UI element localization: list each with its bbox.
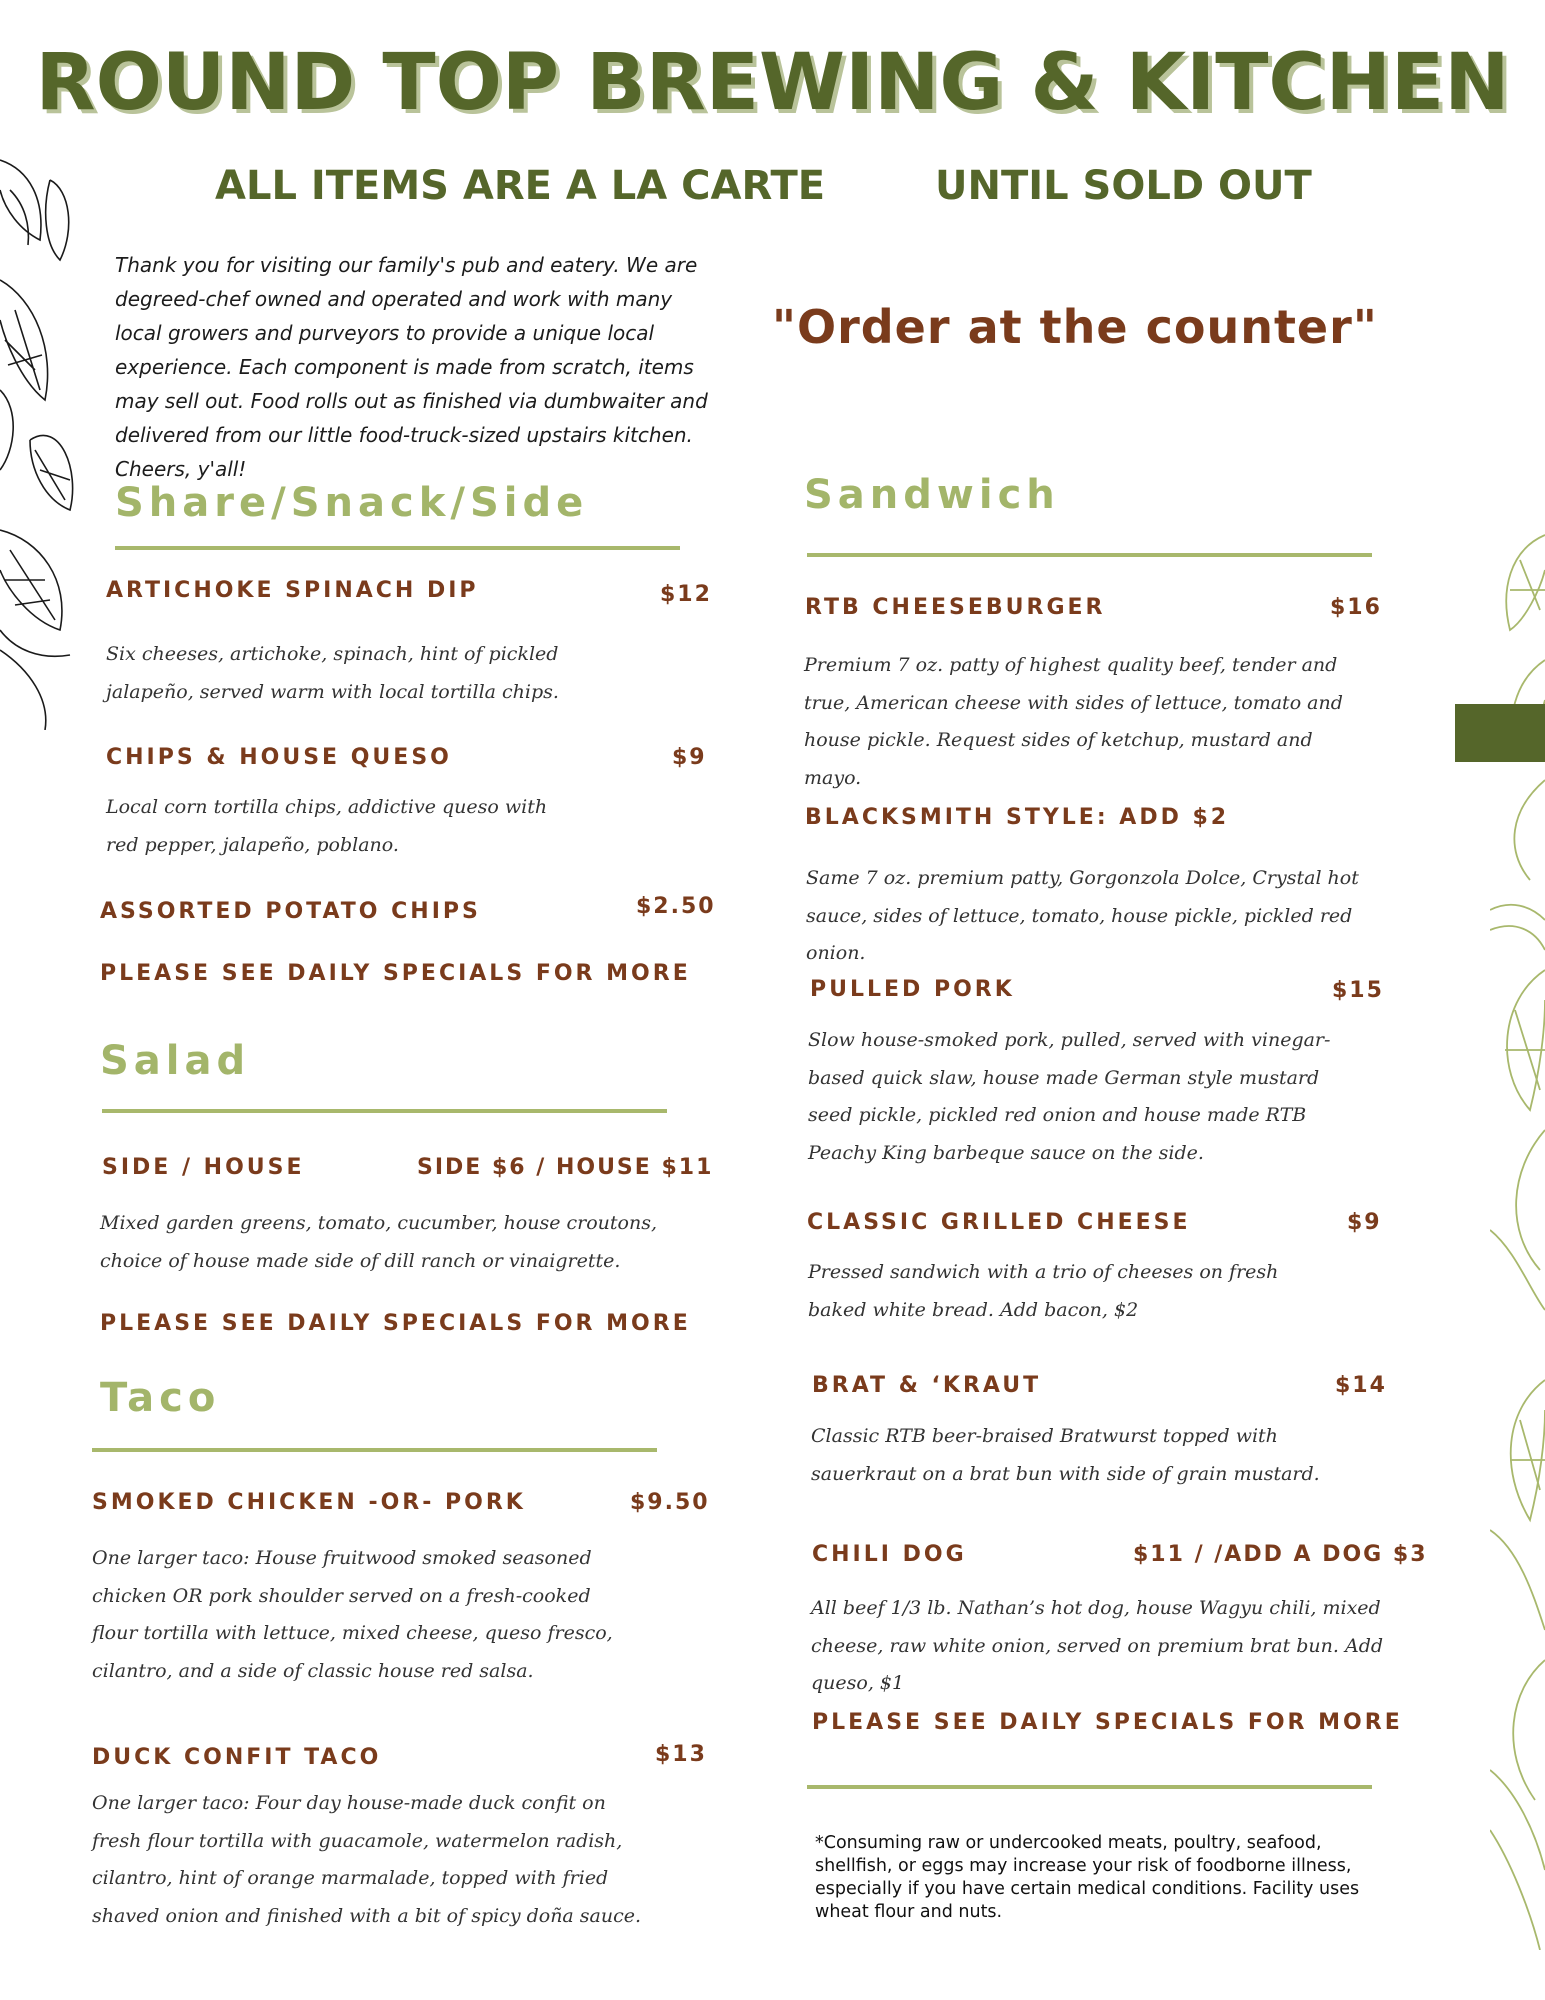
section-divider	[807, 1785, 1372, 1789]
section-heading-sandwich: Sandwich	[804, 472, 1060, 518]
menu-item-name: PULLED PORK	[810, 977, 1015, 1002]
menu-item-name: ARTICHOKE SPINACH DIP	[106, 578, 479, 603]
menu-item-name: CLASSIC GRILLED CHEESE	[807, 1210, 1191, 1235]
subhead-sold-out: UNTIL SOLD OUT	[935, 163, 1312, 209]
menu-item-price: $11 / /ADD A DOG $3	[1133, 1542, 1428, 1567]
section-heading-salad: Salad	[100, 1038, 251, 1084]
menu-item-name: RTB CHEESEBURGER	[805, 595, 1106, 620]
menu-item-description: Slow house-smoked pork, pulled, served with vinegar-based quick slaw, house made German style mustard seed pickle, pickled red onion and house made RTB Peachy King barbeque sauce on the side.	[808, 1029, 1331, 1164]
menu-item-description: Same 7 oz. premium patty, Gorgonzola Dolce, Crystal hot sauce, sides of lettuce, tomato, house pickle, pickled red onion.	[806, 867, 1359, 964]
daily-specials-note: PLEASE SEE DAILY SPECIALS FOR MORE	[100, 961, 691, 986]
menu-item-description: Mixed garden greens, tomato, cucumber, house croutons, choice of house made side of dill ranch or vinaigrette.	[100, 1212, 658, 1272]
section-divider	[807, 553, 1372, 557]
section-divider	[92, 1448, 657, 1452]
menu-item-price: $12	[660, 582, 712, 607]
menu-item-description: One larger taco: Four day house-made duck confit on fresh flour tortilla with guacamole, watermelon radish, cilantro, hint of orange marmalade, topped with fried shaved onion and finished with a bit of spicy doña sauce.	[92, 1792, 642, 1927]
menu-item-description: Pressed sandwich with a trio of cheeses on fresh baked white bread. Add bacon, $2	[808, 1261, 1279, 1321]
hop-illustration-left	[0, 150, 80, 730]
menu-item-price: $16	[1330, 595, 1382, 620]
menu-item-name: CHILI DOG	[812, 1542, 967, 1567]
menu-item-price: $13	[655, 1742, 707, 1767]
menu-item-price: $15	[1332, 978, 1384, 1003]
section-heading-taco: Taco	[100, 1375, 221, 1421]
menu-item-description: All beef 1/3 lb. Nathan’s hot dog, house Wagyu chili, mixed cheese, raw white onion, served on premium brat bun. Add queso, $1	[811, 1597, 1384, 1694]
menu-item-description: One larger taco: House fruitwood smoked seasoned chicken OR pork shoulder served on a fresh-cooked flour tortilla with lettuce, mixed cheese, queso fresco, cilantro, and a side of classic house red salsa.	[92, 1547, 613, 1682]
restaurant-title: ROUND TOP BREWING & KITCHEN	[35, 38, 1510, 128]
menu-item-description: Classic RTB beer-braised Bratwurst topped with sauerkraut on a brat bun with side of grain mustard.	[811, 1425, 1320, 1485]
menu-item-name: BLACKSMITH STYLE: ADD $2	[805, 805, 1230, 830]
menu-item-name: CHIPS & HOUSE QUESO	[106, 745, 452, 770]
subhead-a-la-carte: ALL ITEMS ARE A LA CARTE	[215, 163, 826, 209]
menu-item-name: SMOKED CHICKEN -OR- PORK	[92, 1490, 526, 1515]
menu-item-name: SIDE / HOUSE	[102, 1155, 305, 1180]
accent-block	[1455, 704, 1545, 762]
food-safety-disclaimer: *Consuming raw or undercooked meats, poultry, seafood, shellfish, or eggs may increase your risk of foodborne illness, especially if you have certain medical conditions. Facility uses wheat flour and nuts.	[815, 1833, 1360, 1922]
menu-item-name: DUCK CONFIT TACO	[92, 1745, 382, 1770]
section-heading-share: Share/Snack/Side	[115, 480, 589, 526]
menu-item-name: BRAT & ‘KRAUT	[812, 1373, 1042, 1398]
menu-item-price: $9	[672, 745, 707, 770]
menu-item-price: $9	[1347, 1210, 1382, 1235]
section-divider	[102, 1109, 667, 1113]
menu-item-price: SIDE $6 / HOUSE $11	[417, 1155, 714, 1180]
menu-item-description: Premium 7 oz. patty of highest quality beef, tender and true, American cheese with sides of lettuce, tomato and house pickle. Request sides of ketchup, mustard and mayo.	[804, 654, 1343, 789]
menu-item-price: $2.50	[636, 894, 716, 919]
order-at-counter-note: "Order at the counter"	[772, 300, 1378, 354]
menu-item-description: Local corn tortilla chips, addictive queso with red pepper, jalapeño, poblano.	[106, 796, 548, 856]
menu-item-description: Six cheeses, artichoke, spinach, hint of pickled jalapeño, served warm with local tortilla chips.	[106, 643, 559, 703]
menu-item-price: $9.50	[630, 1490, 710, 1515]
intro-paragraph: Thank you for visiting our family's pub and eatery. We are degreed-chef owned and operated and work with many local growers and purveyors to provide a unique local experience. Each component is made from scratch, items may sell out. Food rolls out as finished via dumbwaiter and delivered from our little food-truck-sized upstairs kitchen. Cheers, y'all!	[115, 253, 708, 481]
menu-item-name: ASSORTED POTATO CHIPS	[100, 899, 481, 924]
section-divider	[115, 546, 680, 550]
daily-specials-note: PLEASE SEE DAILY SPECIALS FOR MORE	[100, 1311, 691, 1336]
daily-specials-note: PLEASE SEE DAILY SPECIALS FOR MORE	[812, 1710, 1403, 1735]
menu-item-price: $14	[1335, 1373, 1387, 1398]
